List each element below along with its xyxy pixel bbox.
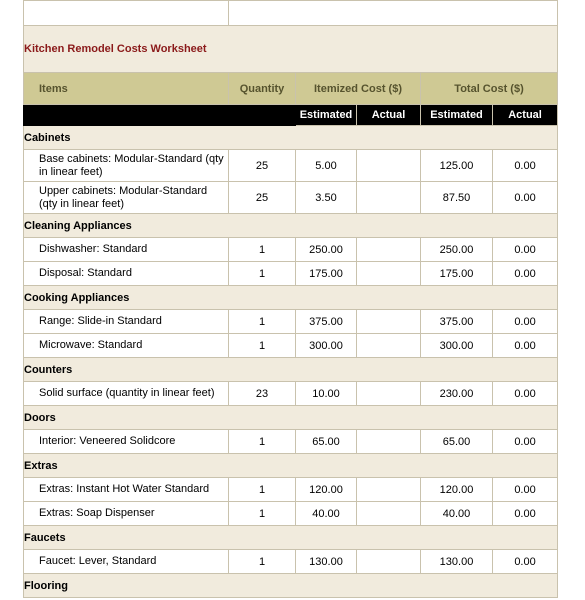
category-row [24, 358, 558, 382]
itemized-estimated-cell[interactable]: 175.00 [296, 262, 357, 286]
quantity-cell[interactable]: 23 [229, 382, 296, 406]
item-row [24, 382, 558, 406]
quantity-cell[interactable]: 1 [229, 430, 296, 454]
total-actual-cell[interactable]: 0.00 [493, 150, 558, 182]
header-row [24, 73, 558, 105]
item-row [24, 334, 558, 358]
header-items[interactable]: Items [24, 73, 229, 105]
total-actual-cell[interactable]: 0.00 [493, 430, 558, 454]
item-row [24, 262, 558, 286]
category-label[interactable]: Cleaning Appliances [24, 214, 558, 238]
category-row [24, 574, 558, 598]
subheader-itemized-actual[interactable]: Actual [357, 105, 421, 126]
total-estimated-cell[interactable]: 230.00 [421, 382, 493, 406]
item-name-cell[interactable]: Upper cabinets: Modular-Standard (qty in linear feet) [24, 182, 229, 214]
item-name-cell[interactable]: Solid surface (quantity in linear feet) [24, 382, 229, 406]
itemized-actual-cell[interactable] [357, 430, 421, 454]
item-row [24, 478, 558, 502]
category-label[interactable]: Extras [24, 454, 558, 478]
itemized-estimated-cell[interactable]: 40.00 [296, 502, 357, 526]
total-actual-cell[interactable]: 0.00 [493, 262, 558, 286]
category-row [24, 214, 558, 238]
itemized-estimated-cell[interactable]: 65.00 [296, 430, 357, 454]
item-row [24, 150, 558, 182]
header-itemized-cost[interactable]: Itemized Cost ($) [296, 73, 421, 105]
item-name-cell[interactable]: Range: Slide-in Standard [24, 310, 229, 334]
total-estimated-cell[interactable]: 300.00 [421, 334, 493, 358]
subheader-blank [229, 105, 296, 126]
itemized-actual-cell[interactable] [357, 238, 421, 262]
item-row [24, 310, 558, 334]
total-estimated-cell[interactable]: 65.00 [421, 430, 493, 454]
item-name-cell[interactable]: Dishwasher: Standard [24, 238, 229, 262]
item-row [24, 502, 558, 526]
category-label[interactable]: Cabinets [24, 126, 558, 150]
quantity-cell[interactable]: 25 [229, 150, 296, 182]
top-spacer-row [24, 1, 558, 26]
itemized-actual-cell[interactable] [357, 262, 421, 286]
itemized-estimated-cell[interactable]: 10.00 [296, 382, 357, 406]
category-label[interactable]: Flooring [24, 574, 558, 598]
item-row [24, 550, 558, 574]
itemized-estimated-cell[interactable]: 300.00 [296, 334, 357, 358]
total-estimated-cell[interactable]: 375.00 [421, 310, 493, 334]
category-row [24, 406, 558, 430]
itemized-actual-cell[interactable] [357, 310, 421, 334]
itemized-actual-cell[interactable] [357, 502, 421, 526]
total-estimated-cell[interactable]: 87.50 [421, 182, 493, 214]
subheader-row [24, 105, 558, 126]
item-name-cell[interactable]: Interior: Veneered Solidcore [24, 430, 229, 454]
item-name-cell[interactable]: Disposal: Standard [24, 262, 229, 286]
item-name-cell[interactable]: Microwave: Standard [24, 334, 229, 358]
category-row [24, 526, 558, 550]
subheader-blank [24, 105, 229, 126]
total-actual-cell[interactable]: 0.00 [493, 238, 558, 262]
cost-table [23, 0, 558, 598]
total-estimated-cell[interactable]: 130.00 [421, 550, 493, 574]
item-name-cell[interactable]: Base cabinets: Modular-Standard (qty in linear feet) [24, 150, 229, 182]
quantity-cell[interactable]: 1 [229, 310, 296, 334]
itemized-actual-cell[interactable] [357, 550, 421, 574]
itemized-actual-cell[interactable] [357, 150, 421, 182]
item-row [24, 238, 558, 262]
item-name-cell[interactable]: Extras: Soap Dispenser [24, 502, 229, 526]
item-name-cell[interactable]: Extras: Instant Hot Water Standard [24, 478, 229, 502]
category-label[interactable]: Cooking Appliances [24, 286, 558, 310]
itemized-actual-cell[interactable] [357, 334, 421, 358]
itemized-estimated-cell[interactable]: 120.00 [296, 478, 357, 502]
total-actual-cell[interactable]: 0.00 [493, 478, 558, 502]
total-actual-cell[interactable]: 0.00 [493, 550, 558, 574]
subheader-itemized-estimated[interactable]: Estimated [296, 105, 357, 126]
subheader-total-actual[interactable]: Actual [493, 105, 558, 126]
total-estimated-cell[interactable]: 125.00 [421, 150, 493, 182]
itemized-estimated-cell[interactable]: 5.00 [296, 150, 357, 182]
quantity-cell[interactable]: 1 [229, 334, 296, 358]
worksheet-title[interactable]: Kitchen Remodel Costs Worksheet [24, 26, 558, 73]
quantity-cell[interactable]: 1 [229, 478, 296, 502]
itemized-actual-cell[interactable] [357, 382, 421, 406]
total-actual-cell[interactable]: 0.00 [493, 310, 558, 334]
header-quantity[interactable]: Quantity [229, 73, 296, 105]
category-row [24, 126, 558, 150]
title-row [24, 26, 558, 73]
worksheet [23, 0, 557, 600]
itemized-estimated-cell[interactable]: 130.00 [296, 550, 357, 574]
quantity-cell[interactable]: 1 [229, 502, 296, 526]
total-estimated-cell[interactable]: 250.00 [421, 238, 493, 262]
quantity-cell[interactable]: 1 [229, 262, 296, 286]
total-estimated-cell[interactable]: 175.00 [421, 262, 493, 286]
total-estimated-cell[interactable]: 40.00 [421, 502, 493, 526]
quantity-cell[interactable]: 1 [229, 238, 296, 262]
item-name-cell[interactable]: Faucet: Lever, Standard [24, 550, 229, 574]
total-actual-cell[interactable]: 0.00 [493, 382, 558, 406]
total-actual-cell[interactable]: 0.00 [493, 502, 558, 526]
spacer-cell [229, 1, 558, 26]
itemized-actual-cell[interactable] [357, 182, 421, 214]
spacer-cell [24, 1, 229, 26]
category-label[interactable]: Faucets [24, 526, 558, 550]
itemized-actual-cell[interactable] [357, 478, 421, 502]
itemized-estimated-cell[interactable]: 375.00 [296, 310, 357, 334]
quantity-cell[interactable]: 1 [229, 550, 296, 574]
itemized-estimated-cell[interactable]: 3.50 [296, 182, 357, 214]
subheader-total-estimated[interactable]: Estimated [421, 105, 493, 126]
category-label[interactable]: Doors [24, 406, 558, 430]
item-row [24, 430, 558, 454]
quantity-cell[interactable]: 25 [229, 182, 296, 214]
total-estimated-cell[interactable]: 120.00 [421, 478, 493, 502]
category-row [24, 454, 558, 478]
category-label[interactable]: Counters [24, 358, 558, 382]
header-total-cost[interactable]: Total Cost ($) [421, 73, 558, 105]
total-actual-cell[interactable]: 0.00 [493, 334, 558, 358]
item-row [24, 182, 558, 214]
itemized-estimated-cell[interactable]: 250.00 [296, 238, 357, 262]
category-row [24, 286, 558, 310]
total-actual-cell[interactable]: 0.00 [493, 182, 558, 214]
